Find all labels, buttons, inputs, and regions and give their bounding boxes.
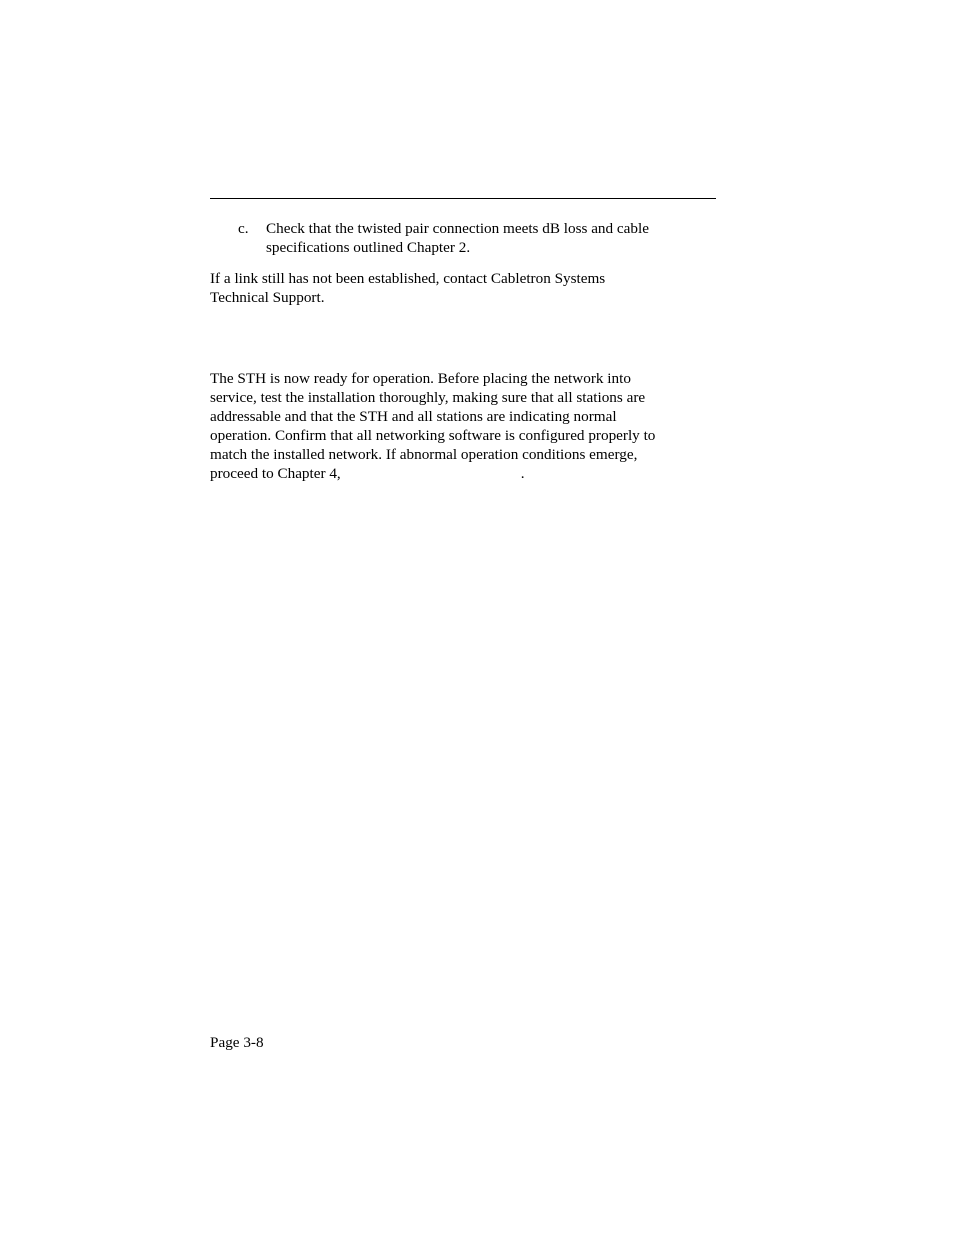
list-marker: c.: [238, 220, 249, 237]
paragraph-line: Technical Support.: [210, 289, 325, 306]
paragraph-line: The STH is now ready for operation. Before placing the network into: [210, 370, 631, 387]
header-rule: [210, 198, 716, 199]
paragraph-line: operation. Confirm that all networking software is configured properly to: [210, 427, 656, 444]
ready-paragraph: [210, 369, 730, 483]
list-item-line: specifications outlined Chapter 2.: [266, 239, 471, 256]
paragraph-line-start: proceed to Chapter 4,: [210, 465, 341, 482]
paragraph-line: service, test the installation thoroughly, making sure that all stations are: [210, 389, 646, 406]
contact-paragraph: [210, 269, 730, 307]
paragraph-line: If a link still has not been established, contact Cabletron Systems: [210, 270, 606, 287]
paragraph-line: match the installed network. If abnormal operation conditions emerge,: [210, 446, 638, 463]
list-item-text: [266, 219, 726, 257]
paragraph-line-end: .: [520, 465, 525, 482]
list-item-line: Check that the twisted pair connection meets dB loss and cable: [266, 220, 649, 237]
paragraph-line: addressable and that the STH and all stations are indicating normal: [210, 408, 617, 425]
page-number: Page 3-8: [210, 1034, 264, 1051]
